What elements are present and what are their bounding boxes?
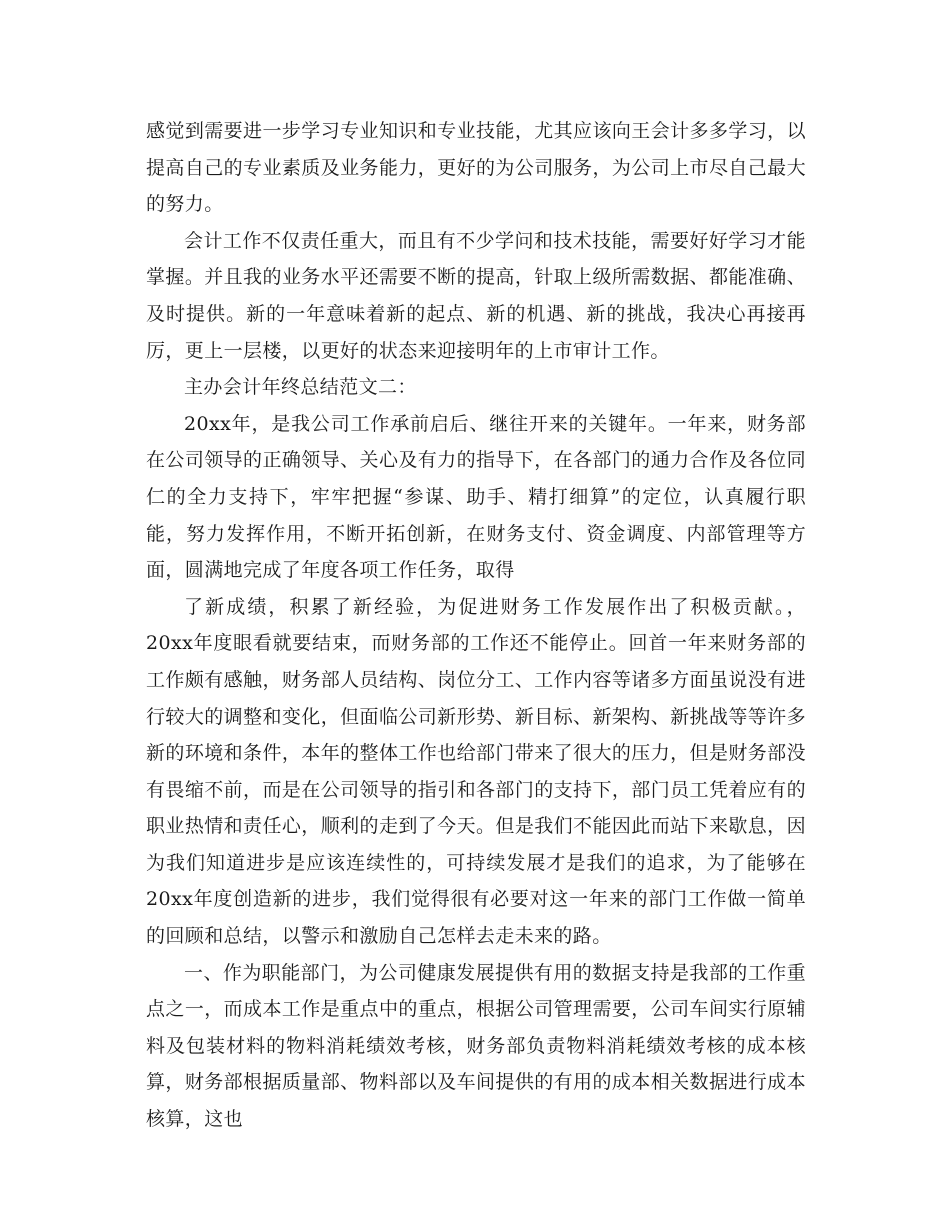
paragraph-1: 感觉到需要进一步学习专业知识和专业技能，尤其应该向王会计多多学习，以提高自己的专业素质及业务能力，更好的为公司服务，为公司上市尽自己最大的努力。 [146,120,806,216]
paragraph-4: 了新成绩，积累了新经验，为促进财务工作发展作出了积极贡献。， 20xx年度眼看就要结束，而财务部的工作还不能停止。回首一年来财务部的工作颇有感触，财务部人员结构、岗位分工、工作内容等诸多方面虽说没有进行较大的调整和变化，但面临公司新形势、新目标、新架构、新挑战等等许多新的环境和条件，本年的整体工作也给部门带来了很大的压力，但是财务部没有畏缩不前，而是在公司领导的指引和各部门的支持下，部门员工凭着应有的职业热情和责任心，顺利的走到了今天。但是我们不能因此而站下来歇息，因为我们知道进步是应该连续性的，可持续发展才是我们的追求，为了能够在20xx年度创造新的进步，我们觉得很有必要对这一年来的部门工作做一简单的回顾和总结，以警示和激励自己怎样去走未来的路。 [146,595,806,948]
paragraph-5: 一、作为职能部门，为公司健康发展提供有用的数据支持是我部的工作重点之一，而成本工作是重点中的重点，根据公司管理需要，公司车间实行原辅料及包装材料的物料消耗绩效考核，财务部负责物料消耗绩效考核的成本核算，财务部根据质量部、物料部以及车间提供的有用的成本相关数据进行成本核算，这也 [146,961,806,1131]
section-heading: 主办会计年终总结范文二： [184,376,417,399]
paragraph-2: 会计工作不仅责任重大，而且有不少学问和技术技能，需要好好学习才能掌握。并且我的业务水平还需要不断的提高，针取上级所需数据、都能准确、及时提供。新的一年意味着新的起点、新的机遇、新的挑战，我决心再接再厉，更上一层楼，以更好的状态来迎接明年的上市审计工作。 [146,229,806,362]
paragraph-3: 20xx年，是我公司工作承前启后、继往开来的关键年。一年来，财务部在公司领导的正确领导、关心及有力的指导下，在各部门的通力合作及各位同仁的全力支持下，牢牢把握“参谋、助手、精打细算”的定位，认真履行职能，努力发挥作用，不断开拓创新，在财务支付、资金调度、内部管理等方面，圆满地完成了年度各项工作任务，取得 [146,412,806,582]
document-body [146,113,806,1138]
